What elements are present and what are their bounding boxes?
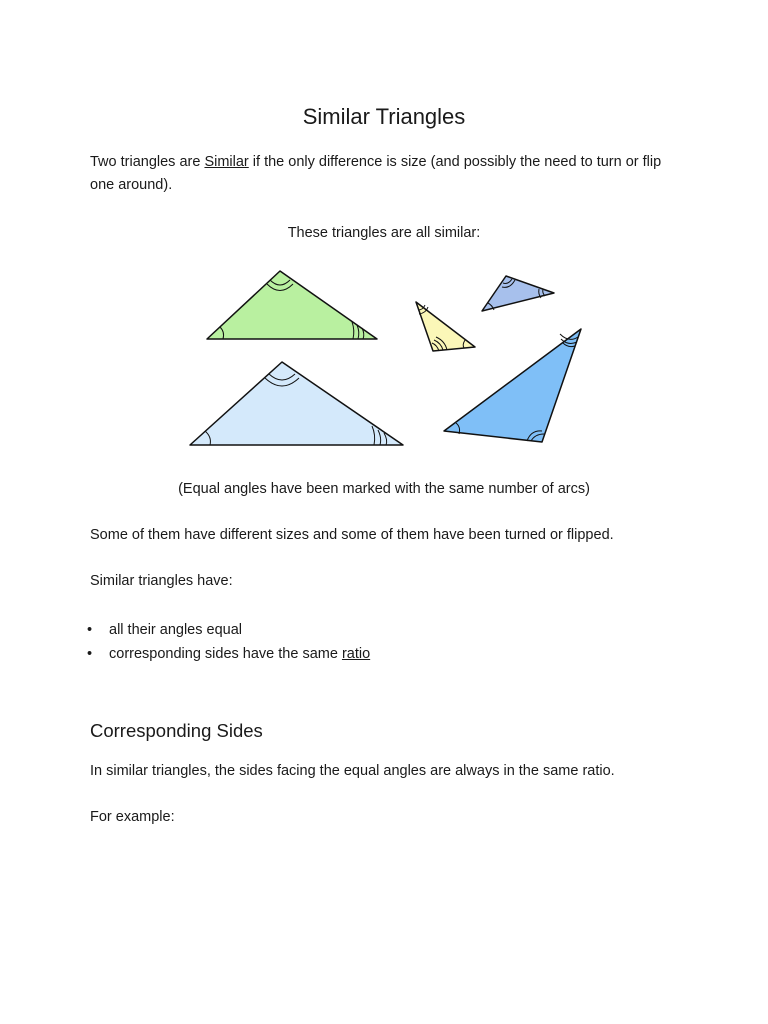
similar-triangles-figure — [180, 260, 590, 455]
intro-text-after: if the only difference is size (and possibly the need to turn or flip one around). — [90, 154, 662, 193]
page-title: Similar Triangles — [302, 104, 466, 129]
corresponding-paragraph: In similar triangles, the sides facing the equal angles are always in the same ratio. — [90, 763, 615, 779]
list-item-angles — [87, 618, 370, 642]
ratio-link[interactable]: ratio — [341, 646, 371, 662]
list-item-ratio-text: corresponding sides have the same — [109, 646, 342, 662]
intro-text-before: Two triangles are — [90, 154, 205, 170]
list-item-ratio — [87, 642, 371, 666]
properties-list — [87, 618, 371, 666]
figure-caption-bottom: (Equal angles have been marked with the same number of arcs) — [178, 481, 590, 497]
green-triangle — [207, 271, 377, 339]
lavender-triangle — [482, 276, 554, 311]
corresponding-sides-heading: Corresponding Sides — [90, 720, 263, 741]
similar-have-intro: Similar triangles have: — [90, 573, 233, 589]
light-blue-triangle — [190, 362, 403, 445]
example-label: For example: — [90, 809, 175, 825]
sizes-paragraph: Some of them have different sizes and some of them have been turned or flipped. — [90, 527, 614, 543]
similar-link[interactable]: Similar — [204, 154, 249, 170]
list-item-angles-text: all their angles equal — [109, 622, 243, 638]
bullet-icon: • — [87, 646, 93, 662]
intro-paragraph — [90, 151, 680, 197]
bullet-icon: • — [87, 622, 93, 638]
figure-caption-top: These triangles are all similar: — [287, 225, 481, 241]
yellow-triangle — [416, 302, 475, 351]
